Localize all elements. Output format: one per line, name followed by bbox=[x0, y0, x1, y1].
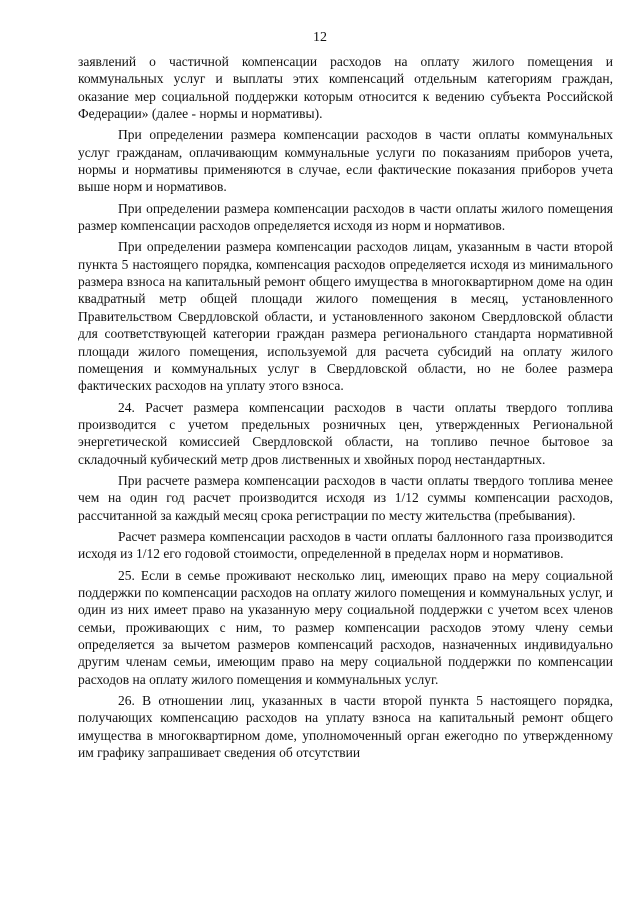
paragraph-solid-fuel: При расчете размера компенсации расходов в части оплаты твердого топлива менее чем на один год расчет производится исходя из 1/12 суммы компенсации расходов, рассчитанной за каждый месяц срока регистрации по месту жительства (пребывания). bbox=[78, 472, 613, 523]
paragraph-capital-repair: При определении размера компенсации расходов лицам, указанным в части второй пункта 5 настоящего порядка, компенсация расходов определяется исходя из минимального размера взноса на капитальный ремонт общего имущества в многоквартирном доме на один квадратный метр общей площади жилого помещения в месяц, установленного Правительством Свердловской области, и установленного законом Свердловской области для соответствующей категории граждан размера регионального стандарта нормативной площади жилого помещения, используемой для расчета субсидий на оплату жилого помещения и коммунальных услуг в Свердловской области, но не более размера фактических расходов на уплату этого взноса. bbox=[78, 239, 613, 394]
paragraph-bottled-gas: Расчет размера компенсации расходов в части оплаты баллонного газа производится исходя из 1/12 его годовой стоимости, определенной в пределах норм и нормативов. bbox=[78, 528, 613, 562]
paragraph-item-24: 24. Расчет размера компенсации расходов в части оплаты твердого топлива производится с учетом предельных розничных цен, утвержденных Региональной энергетической комиссией Свердловской области, на топливо печное бытовое за складочный кубический метр дров лиственных и хвойных пород нестандартных. bbox=[78, 399, 613, 467]
paragraph-meter-readings: При определении размера компенсации расходов в части оплаты коммунальных услуг гражданам, оплачивающим коммунальные услуги по показаниям приборов учета, нормы и нормативы применяются в случае, если фактические показания приборов учета выше норм и нормативов. bbox=[78, 127, 613, 195]
document-body bbox=[78, 53, 613, 765]
paragraph-continuation: заявлений о частичной компенсации расходов на оплату жилого помещения и коммунальных услуг и выплаты этих компенсаций отдельным категориям граждан, оказание мер социальной поддержки которым относится к ведению субъекта Российской Федерации» (далее - нормы и нормативы). bbox=[78, 54, 613, 122]
paragraph-item-25: 25. Если в семье проживают несколько лиц, имеющих право на меру социальной поддержки по компенсации расходов на оплату жилого помещения и коммунальных услуг, и один из них имеет право на указанную меру социальной поддержки с учетом всех членов семьи, проживающих с ним, то размер компенсации расходов этому члену семьи определяется за вычетом размеров компенсаций расходов, назначенных индивидуально другим членам семьи, имеющим право на меру социальной поддержки по компенсации расходов на оплату жилого помещения и коммунальных услуг. bbox=[78, 567, 613, 687]
paragraph-item-26: 26. В отношении лиц, указанных в части второй пункта 5 настоящего порядка, получающих компенсацию расходов на уплату взноса на капитальный ремонт общего имущества в многоквартирном доме, уполномоченный орган ежегодно по утвержденному им графику запрашивает сведения об отсутствии bbox=[78, 693, 613, 761]
page-number: 12 bbox=[313, 30, 327, 45]
paragraph-housing-norms: При определении размера компенсации расходов в части оплаты жилого помещения размер компенсации расходов определяется исходя из норм и нормативов. bbox=[78, 200, 613, 234]
